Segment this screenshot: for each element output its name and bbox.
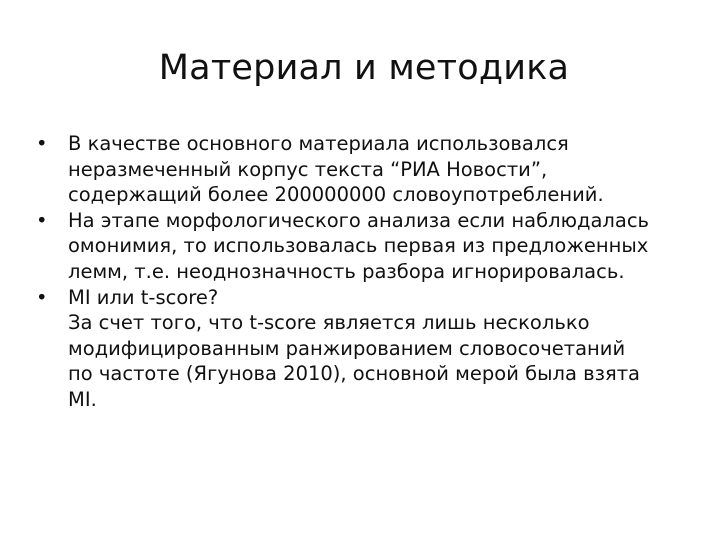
bullet-dot-icon: • (36, 208, 48, 232)
text-line: модифицированным ранжированием словосочетаний (68, 336, 626, 360)
text-line: MI. (68, 387, 97, 411)
bullet-dot-icon: • (36, 285, 48, 309)
bullet-list (36, 131, 696, 413)
bullet-item-morphology (36, 208, 696, 285)
text-line: На этапе морфологического анализа если наблюдалась (68, 208, 650, 232)
bullet-item-corpus (36, 131, 696, 208)
text-line: неразмеченный корпус текста “РИА Новости”, (68, 157, 548, 181)
text-line: MI или t-score? (68, 285, 219, 309)
text-line: омонимия, то использовалась первая из предложенных (68, 234, 649, 258)
text-line: В качестве основного материала использовался (68, 132, 569, 155)
text-line: лемм, т.е. неоднозначность разбора игнорировалась. (68, 259, 625, 283)
text-line: содержащий более 200000000 словоупотреблений. (68, 183, 604, 207)
text-line: За счет того, что t-score является лишь несколько (68, 311, 590, 335)
bullet-dot-icon: • (36, 132, 48, 155)
paragraph-explanation (36, 310, 696, 412)
slide-title: Материал и методика (158, 48, 570, 88)
text-line: по частоте (Ягунова 2010), основной мерой была взята (68, 362, 641, 386)
bullet-item-question (36, 285, 696, 311)
